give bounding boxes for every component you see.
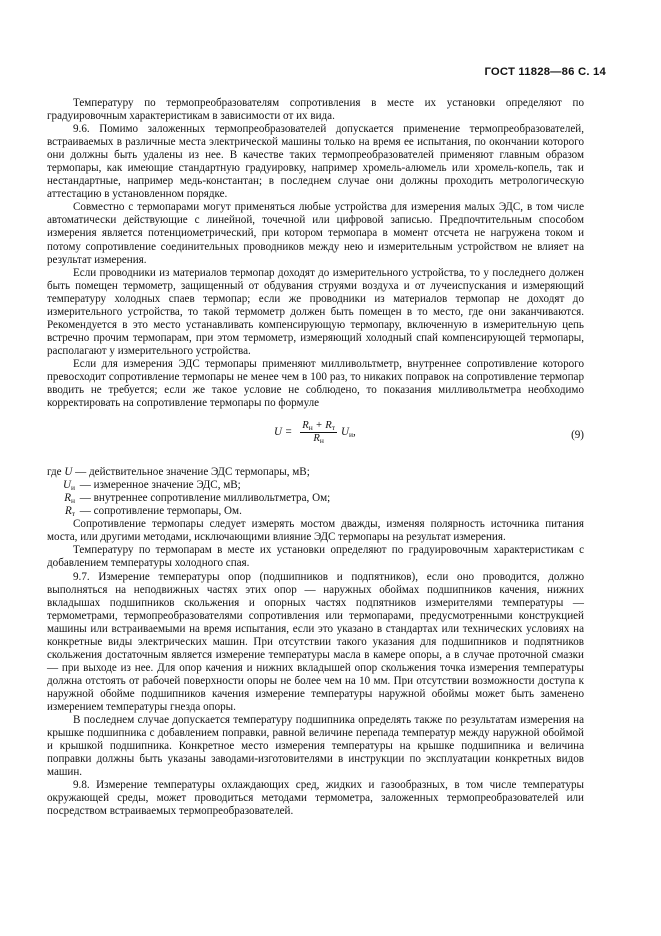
formula-numerator: $R_н + R_т$ — [302, 420, 335, 433]
definition-symbol: $R_н$ — [64, 492, 75, 506]
page-header: ГОСТ 11828—86 С. 14 — [484, 66, 606, 78]
formula-expression — [274, 420, 356, 445]
definition-row — [47, 505, 584, 518]
where-word: где — [47, 466, 62, 479]
document-body — [47, 97, 584, 818]
paragraph: В последнем случае допускается температуру подшипника определять также по результатам измерения на крышке подшипника с добавлением поправки, равной величине перепада температур между наружной обоймой и крышкой подшипника. Конкретное место измерения температуры на крышке подшипника и величина поправки должны быть указаны заводами-изготовителями в инструкции по эксплуатации конкретных видов машин. — [47, 714, 584, 779]
formula-fraction — [300, 420, 337, 445]
paragraph: Температуру по термопарам в месте их установки определяют по градуировочным характеристикам с добавлением температуры холодного спая. — [47, 544, 584, 570]
definition-symbol: $U_и$ — [62, 479, 75, 493]
paragraph: Сопротивление термопары следует измерять мостом дважды, изменяя полярность источника питания моста, или другими методами, исключающими влияние ЭДС термопары на результат измерения. — [47, 518, 584, 544]
formula-denominator: $R_н$ — [313, 433, 324, 446]
definition-row — [47, 479, 584, 492]
formula-lhs: U = — [274, 426, 293, 439]
definition-text: — сопротивление термопары, Ом. — [79, 505, 242, 518]
paragraph: Если проводники из материалов термопар доходят до измерительного устройства, то у последнего должен быть помещен термометр, защищенный от обдувания струями воздуха и от лучеиспускания и измеряющий температуру холодных спаев термопар; если же проводники из материалов термопар не доходят до измерительного устройства, то такой термометр должен быть помещен в то место, где они заканчиваются. Рекомендуется в это место устанавливать компенсирующую термопару, включенную в измерительную цепь встречно прочим термопарам, при этом термометр, измеряющий холодный спай компенсирующей термопары, располагают у измерительного устройства. — [47, 266, 584, 357]
paragraph: Температуру по термопреобразователям сопротивления в месте их установки определяют по градуировочным характеристикам в зависимости от их вида. — [47, 97, 584, 123]
definition-text: — внутреннее сопротивление милливольтметра, Ом; — [79, 492, 331, 505]
paragraph: Если для измерения ЭДС термопары применяют милливольтметр, внутреннее сопротивление которого превосходит сопротивление термопары не менее чем в 100 раз, то никаких поправок на сопротивление термопар вводить не требуется; если же такое условие не соблюдено, то показания милливольтметра необходимо корректировать на сопротивление термопары по формуле — [47, 357, 584, 410]
definition-text: — действительное значение ЭДС термопары, мВ; — [75, 466, 310, 479]
definition-symbol: $R_т$ — [64, 505, 75, 519]
formula-number: (9) — [571, 429, 584, 442]
definition-row — [47, 492, 584, 505]
paragraph-9-6: 9.6. Помимо заложенных термопреобразователей допускается применение термопреобразователей, встраиваемых в различные места электрической машины только на время ее испытания, по окончании которого они должны быть удалены из нее. В качестве таких термопреобразователей применяют главным образом термопары, как имеющие стандартную градуировку, например хромель-алюмель или хромель-копель, так и нестандартные, например медь-константан; в последнем случае они должны проходить метрологическую аттестацию в установленном порядке. — [47, 123, 584, 201]
formula-rhs: $U_и$, — [341, 426, 356, 440]
paragraph-9-7: 9.7. Измерение температуры опор (подшипников и подпятников), если оно проводится, должно выполняться на неподвижных частях этих опор — наружных обоймах подшипников качения, нижних вкладышах подшипников скольжения и опорных частях подпятников измерителями температуры — термометрами, термопреобразователями сопротивления или термопарами, предусмотренными конструкцией машины или встраиваемыми на время испытания, если это указано в стандартах или технических условиях на конкретные виды электрических машин. При отсутствии такого указания для подшипников и подпятников скольжения достаточным является измерение температуры масла в камере опоры, а в случае проточной смазки — при выходе из нее. Для опор качения и нижних вкладышей опор скольжения точка измерения температуры должна отстоять от рабочей поверхности опоры не более чем на 10 мм. При отсутствии возможности доступа к наружной обойме подшипников качения измерение температуры наружной обоймы может быть заменено измерением температуры гнезда опоры. — [47, 570, 584, 713]
paragraph-9-8: 9.8. Измерение температуры охлаждающих сред, жидких и газообразных, в том числе температуры окружающей среды, может проводиться методами термометра, заложенных термопреобразователей или посредством встраиваемых термопреобразователей. — [47, 779, 584, 818]
definitions-list — [47, 466, 584, 518]
definition-symbol: U — [64, 466, 73, 479]
definition-row — [47, 466, 584, 479]
definition-text: — измеренное значение ЭДС, мВ; — [79, 479, 241, 492]
paragraph: Совместно с термопарами могут применяться любые устройства для измерения малых ЭДС, в том числе автоматически действующие с линейной, точечной или цифровой записью. Предпочтительным способом измерения является потенциометрический, при котором термопара в момент отсчета не нагружена током и потому сопротивление соединительных проводников между нею и измерительным устройством не влияет на результат измерения. — [47, 201, 584, 266]
formula-9 — [47, 418, 584, 456]
